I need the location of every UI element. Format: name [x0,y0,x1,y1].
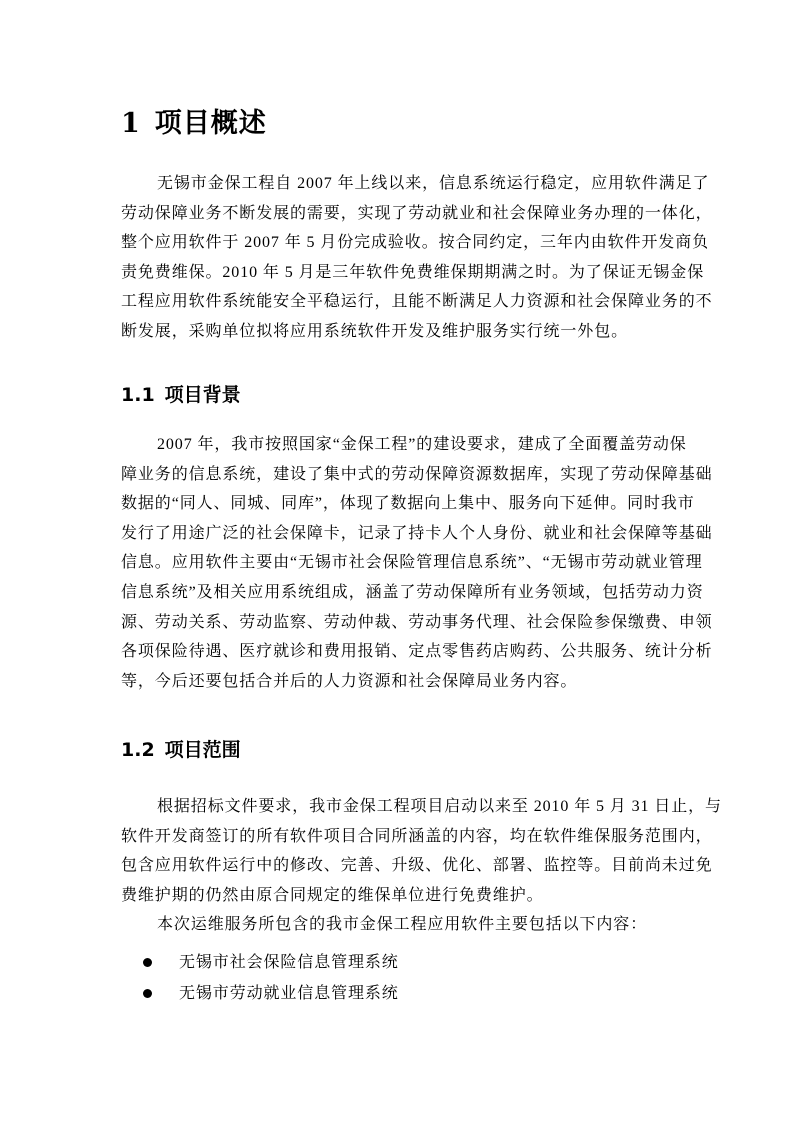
text-line: 费维护期的仍然由原合同规定的维保单位进行免费维护。 [121,886,544,904]
text-line: 各项保险待遇、医疗就诊和费用报销、定点零售药店购药、公共服务、统计分析 [121,643,713,661]
heading-title: 项目范围 [164,739,241,761]
text-line: 信息。应用软件主要由“无锡市社会保险管理信息系统”、“无锡市劳动就业管理 [121,554,703,572]
text-line: 整个应用软件于 2007 年 5 月份完成验收。按合同约定，三年内由软件开发商负 [121,234,710,252]
text-line: 2007 年，我市按照国家“金保工程”的建设要求，建成了全面覆盖劳动保 [157,436,687,453]
text-line: 劳动保障业务不断发展的需要，实现了劳动就业和社会保障业务办理的一体化， [121,204,713,222]
paragraph-scope-intro [121,910,672,940]
list-item [121,978,399,1009]
text-line: 工程应用软件系统能安全平稳运行，且能不断满足人力资源和社会保障业务的不 [121,293,713,311]
text-line: 本次运维服务所包含的我市金保工程应用软件主要包括以下内容： [157,916,648,933]
heading-section-1 [121,104,267,144]
paragraph-overview [121,169,713,347]
bullet-icon [143,989,152,998]
heading-title: 项目背景 [164,384,241,406]
paragraph-background [121,430,713,696]
text-line: 断发展，采购单位拟将应用系统软件开发及维护服务实行统一外包。 [121,322,629,340]
heading-number: 1.1 [121,384,155,406]
text-line: 信息系统”及相关应用系统组成，涵盖了劳动保障所有业务领域，包括劳动力资 [121,583,704,601]
paragraph-scope [121,792,722,910]
heading-title: 项目概述 [154,108,267,139]
text-line: 障业务的信息系统，建设了集中式的劳动保障资源数据库，实现了劳动保障基础 [121,465,713,483]
text-line: 数据的“同人、同城、同库”，体现了数据向上集中、服务向下延伸。同时我市 [121,495,695,513]
list-item-text: 无锡市劳动就业信息管理系统 [179,985,399,1002]
system-list [121,947,399,1009]
heading-section-1-2 [121,736,241,764]
text-line: 软件开发商签订的所有软件项目合同所涵盖的内容，均在软件维保服务范围内， [121,827,713,845]
text-line: 责免费维保。2010 年 5 月是三年软件免费维保期期满之时。为了保证无锡金保 [121,263,705,281]
heading-number: 1 [121,108,141,139]
text-line: 等，今后还要包括合并后的人力资源和社会保障局业务内容。 [121,672,578,690]
text-line: 源、劳动关系、劳动监察、劳动仲裁、劳动事务代理、社会保险参保缴费、申领 [121,613,713,631]
text-line: 包含应用软件运行中的修改、完善、升级、优化、部署、监控等。目前尚未过免 [121,857,713,875]
text-line: 无锡市金保工程自 2007 年上线以来，信息系统运行稳定，应用软件满足了 [157,175,710,192]
bullet-icon [143,958,152,967]
heading-number: 1.2 [121,739,155,761]
text-line: 发行了用途广泛的社会保障卡，记录了持卡人个人身份、就业和社会保障等基础 [121,524,713,542]
list-item [121,947,399,978]
text-line: 根据招标文件要求，我市金保工程项目启动以来至 2010 年 5 月 31 日止，与 [157,798,722,815]
heading-section-1-1 [121,381,241,409]
list-item-text: 无锡市社会保险信息管理系统 [179,954,399,971]
